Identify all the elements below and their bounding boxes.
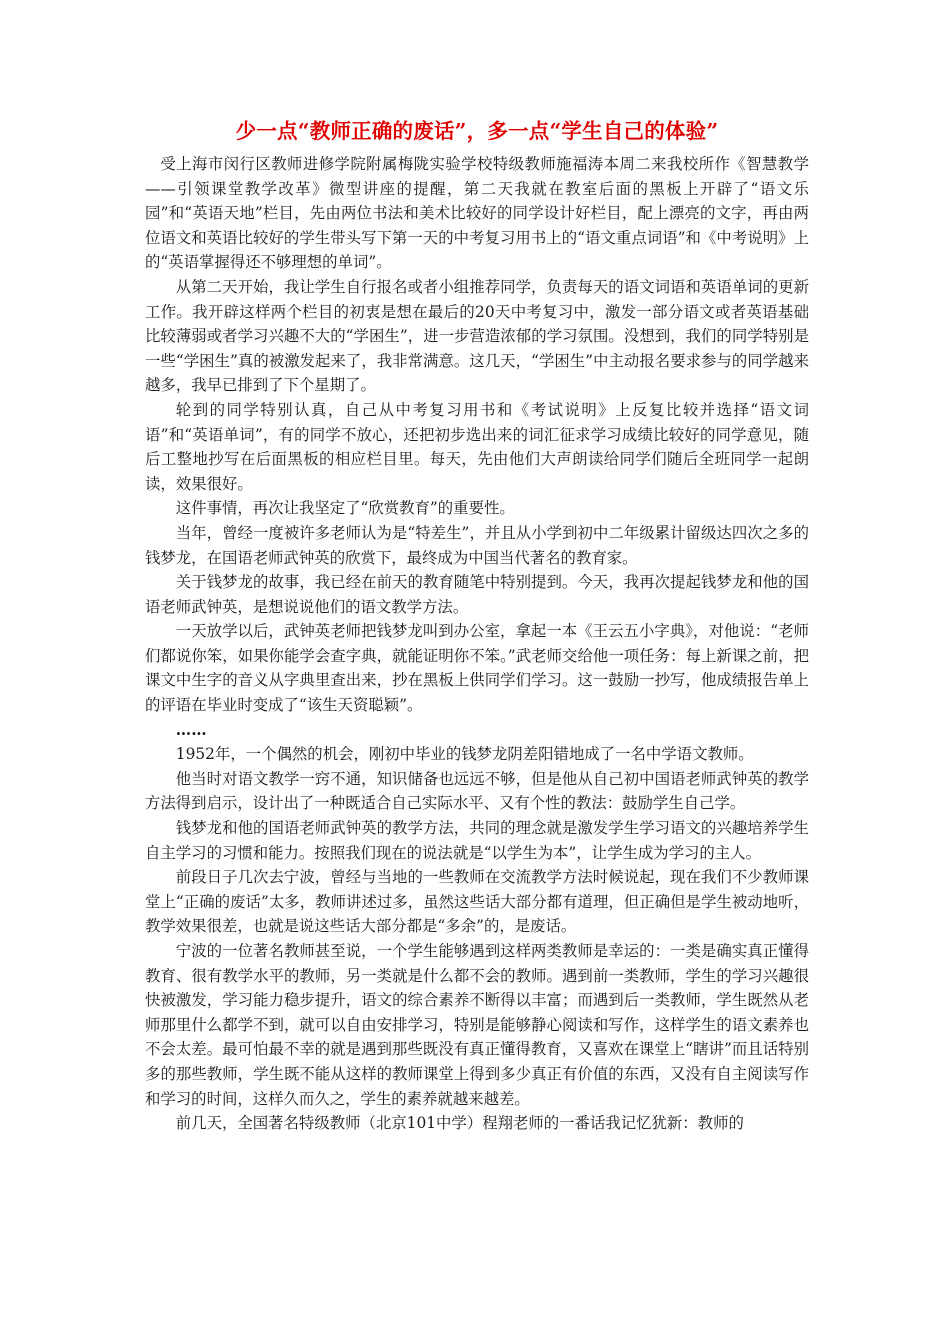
ellipsis-separator: …… [175, 720, 207, 739]
paragraph-12: 宁波的一位著名教师甚至说，一个学生能够遇到这样两类教师是幸运的：一类是确实真正懂得教育、很有教学水平的教师，另一类就是什么都不会的教师。遇到前一类教师，学生的学习兴趣很快被激发，学习能力稳步提升，语文的综合素养不断得以丰富；而遇到后一类教师，学生既然从老师那里什么都学不到，就可以自由安排学习，特别是能够静心阅读和写作，这样学生的语文素养也不会太差。最可怕最不幸的就是遇到那些既没有真正懂得教育，又喜欢在课堂上“瞎讲”而且话特别多的那些教师，学生既不能从这样的教师课堂上得到多少真正有价值的东西，又没有自主阅读写作和学习的时间，这样久而久之，学生的素养就越来越差。 [145, 942, 809, 1108]
paragraph-7: 一天放学以后，武钟英老师把钱梦龙叫到办公室，拿起一本《王云五小字典》，对他说：“老师们都说你笨，如果你能学会查字典，就能证明你不笨。”武老师交给他一项任务：每上新课之前，把课文中生字的音义从字典里查出来，抄在黑板上供同学们学习。这一鼓励一抄写，他成绩报告单上的评语在毕业时变成了“该生天资聪颖”。 [145, 622, 809, 715]
paragraph-3: 轮到的同学特别认真，自己从中考复习用书和《考试说明》上反复比较并选择“语文词语”和“英语单词”，有的同学不放心，还把初步选出来的词汇征求学习成绩比较好的同学意见，随后工整地抄写在后面黑板的相应栏目里。每天，先由他们大声朗读给同学们随后全班同学一起朗读，效果很好。 [145, 400, 809, 493]
paragraph-6: 关于钱梦龙的故事，我已经在前天的教育随笔中特别提到。今天，我再次提起钱梦龙和他的国语老师武钟英，是想说说他们的语文教学方法。 [145, 573, 809, 616]
document-page [145, 116, 809, 1136]
paragraph-9: 他当时对语文教学一窍不通，知识储备也远远不够，但是他从自己初中国语老师武钟英的教学方法得到启示，设计出了一种既适合自己实际水平、又有个性的教法：鼓励学生自己学。 [145, 769, 809, 813]
paragraph-2: 从第二天开始，我让学生自行报名或者小组推荐同学，负责每天的语文词语和英语单词的更新工作。我开辟这样两个栏目的初衷是想在最后的20天中考复习中，激发一部分语文或者英语基础比较薄弱或者学习兴趣不大的“学困生”，进一步营造浓郁的学习氛围。没想到，我们的同学特别是一些“学困生”真的被激发起来了，我非常满意。这几天，“学困生”中主动报名要求参与的同学越来越多，我早已排到了下个星期了。 [145, 277, 809, 395]
paragraph-5: 当年，曾经一度被许多老师认为是“特差生”，并且从小学到初中二年级累计留级达四次之多的钱梦龙，在国语老师武钟英的欣赏下，最终成为中国当代著名的教育家。 [145, 523, 809, 567]
paragraph-1: 受上海市闵行区教师进修学院附属梅陇实验学校特级教师施福涛本周二来我校所作《智慧教学——引领课堂教学改革》微型讲座的提醒，第二天我就在教室后面的黑板上开辟了“语文乐园”和“英语天地”栏目，先由两位书法和美术比较好的同学设计好栏目，配上漂亮的文字，再由两位语文和英语比较好的学生带头写下第一天的中考复习用书上的“语文重点词语”和《中考说明》上的“英语掌握得还不够理想的单词”。 [145, 155, 809, 272]
paragraph-10: 钱梦龙和他的国语老师武钟英的教学方法，共同的理念就是激发学生学习语文的兴趣培养学生自主学习的习惯和能力。按照我们现在的说法就是“以学生为本”，让学生成为学习的主人。 [145, 819, 809, 862]
paragraph-4: 这件事情，再次让我坚定了“欣赏教育”的重要性。 [175, 499, 515, 518]
paragraph-13: 前几天，全国著名特级教师（北京101中学）程翔老师的一番话我记忆犹新：教师的 [175, 1114, 744, 1133]
paragraph-11: 前段日子几次去宁波，曾经与当地的一些教师在交流教学方法时候说起，现在我们不少教师课堂上“正确的废话”太多，教师讲述过多，虽然这些话大部分都有道理，但正确但是学生被动地听，教学效果很差，也就是说这些话大部分都是“多余”的，是废话。 [145, 868, 809, 936]
document-title: 少一点“教师正确的废话”，多一点“学生自己的体验” [235, 119, 719, 143]
paragraph-8: 1952年，一个偶然的机会，刚初中毕业的钱梦龙阴差阳错地成了一名中学语文教师。 [175, 745, 754, 764]
